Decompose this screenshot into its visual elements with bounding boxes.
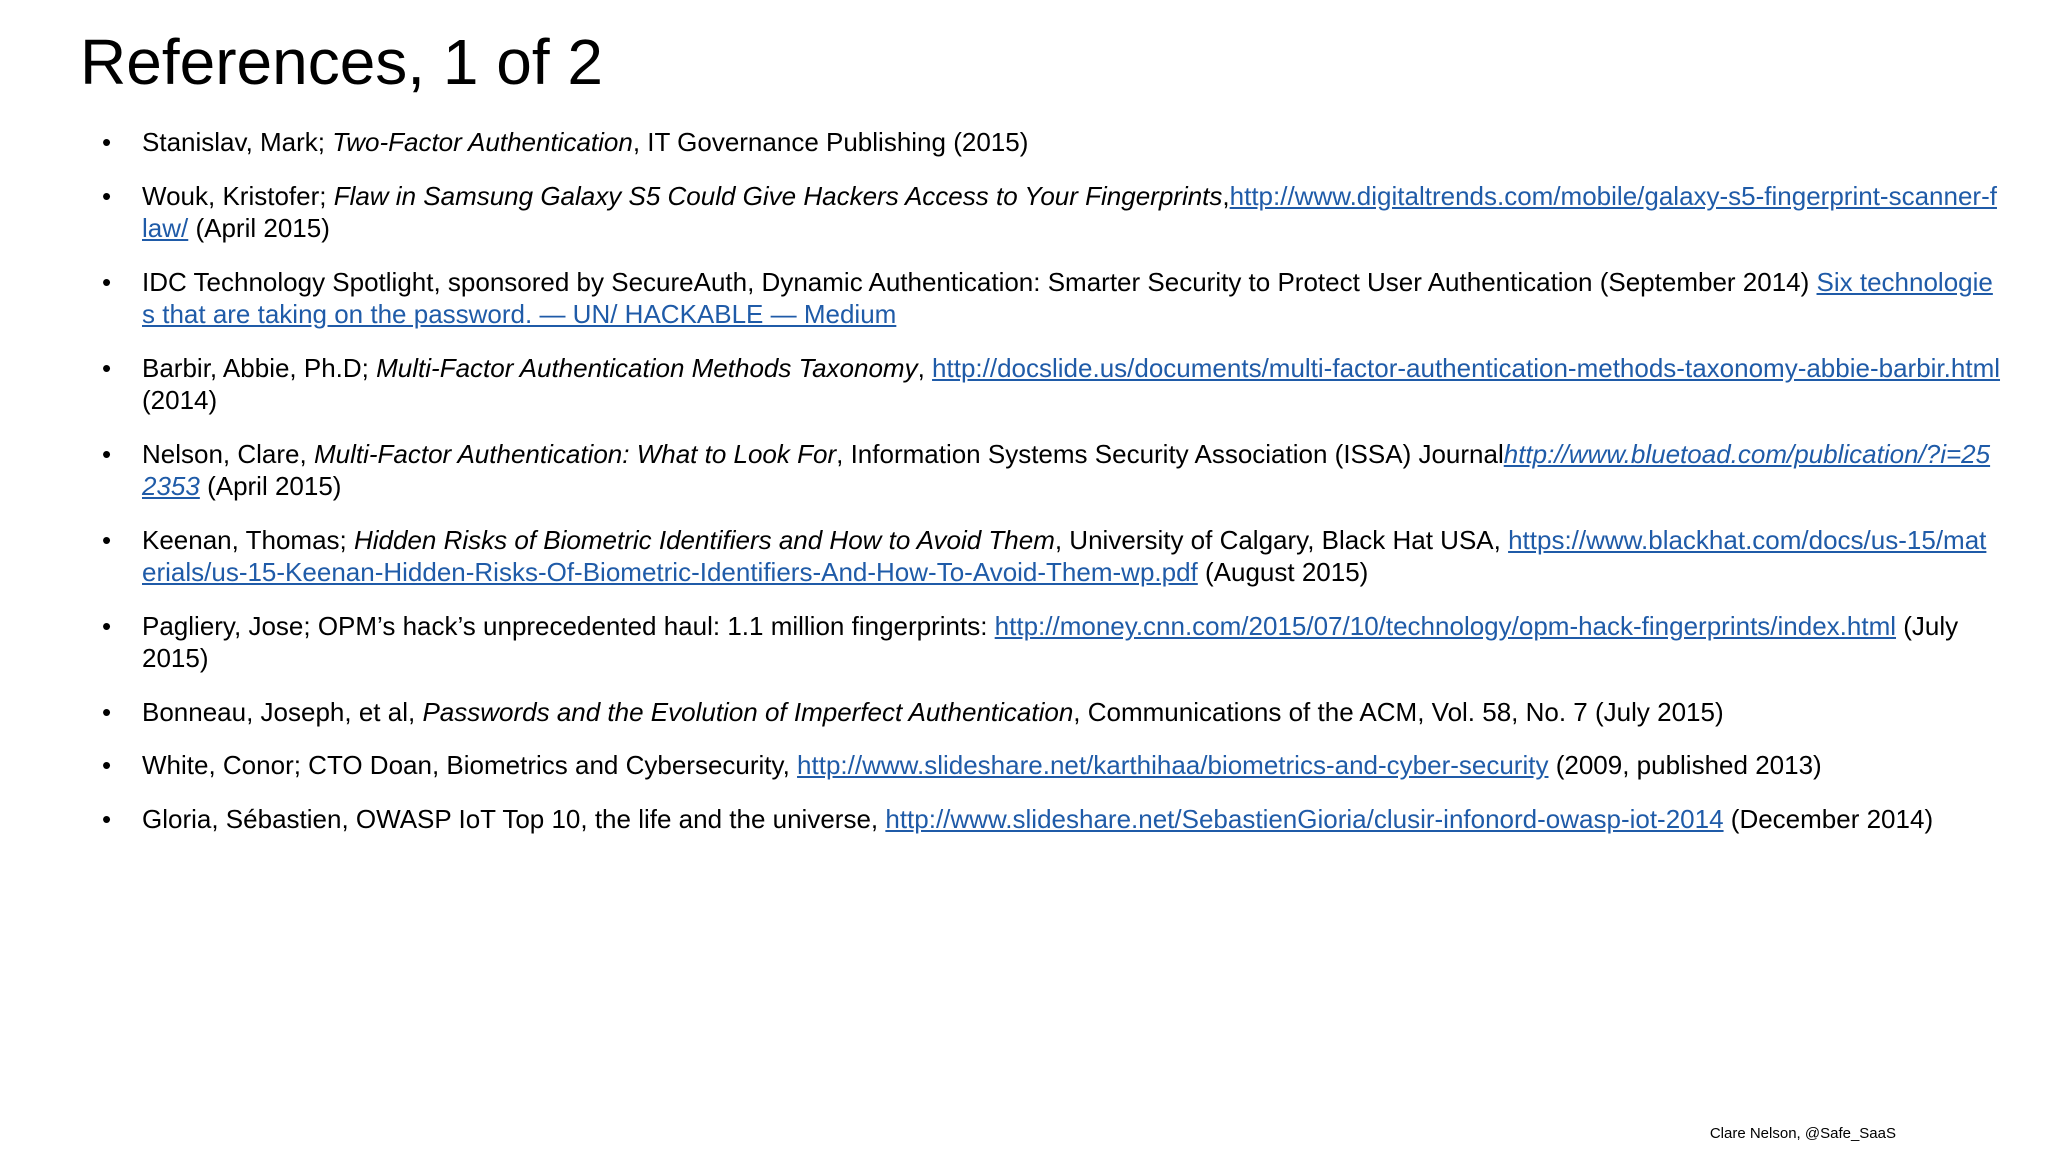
reference-item [100,524,2000,589]
reference-text: Keenan, Thomas; [142,524,354,555]
reference-text: Stanislav, Mark; [142,127,333,157]
bullet-icon: • [102,696,112,727]
reference-title: Flaw in Samsung Galaxy S5 Could Give Hackers Access to Your Fingerprints [333,180,1223,211]
bullet-icon: • [102,438,112,469]
reference-title: Passwords and the Evolution of Imperfect Authentication [422,696,1074,727]
bullet-icon: • [102,803,112,834]
reference-link[interactable]: http://money.cnn.com/2015/07/10/technology/opm-hack-fingerprints/index.html [994,610,1897,641]
reference-text: Wouk, Kristofer; [142,180,334,211]
reference-link[interactable]: http://docslide.us/documents/multi-factor-authentication-methods-taxonomy-abbie-barbir.html [932,352,2001,383]
reference-item [100,749,2000,782]
reference-item [100,696,2000,729]
reference-text: , [1222,180,1230,211]
reference-text: (December 2014) [1723,803,1934,834]
bullet-icon: • [102,750,112,780]
reference-text: Gloria, Sébastien, OWASP IoT Top 10, the life and the universe, [142,803,886,834]
reference-text: IDC Technology Spotlight, sponsored by SecureAuth, Dynamic Authentication: Smarter Security to Protect User Authentication (September 2014) [142,266,1817,297]
reference-title: Multi-Factor Authentication Methods Taxonomy [376,352,918,383]
reference-text: Bonneau, Joseph, et al, [142,696,423,727]
reference-list [100,126,2000,856]
reference-title: Hidden Risks of Biometric Identifiers and How to Avoid Them [354,524,1055,555]
bullet-icon: • [102,352,112,383]
page-title: References, 1 of 2 [80,26,603,98]
footer-author: Clare Nelson, @Safe_SaaS [1709,1125,1896,1142]
bullet-icon: • [102,180,112,211]
reference-text: (April 2015) [199,471,342,501]
reference-text: , Information Systems Security Association (ISSA) Journal [836,438,1504,469]
reference-text: (2014) [142,385,218,415]
reference-text: (July 2015) [142,610,1959,673]
bullet-icon: • [102,266,112,297]
bullet-icon: • [102,127,112,157]
reference-link[interactable]: http://www.slideshare.net/karthihaa/biometrics-and-cyber-security [797,750,1549,780]
reference-item [100,438,2000,503]
reference-text: White, Conor; CTO Doan, Biometrics and Cybersecurity, [142,750,798,780]
reference-item [100,126,2000,159]
reference-text: Pagliery, Jose; OPM’s hack’s unprecedented haul: 1.1 million fingerprints: [142,610,995,641]
reference-text: (August 2015) [1197,557,1369,587]
reference-text: , University of Calgary, Black Hat USA, [1054,524,1509,555]
reference-link[interactable]: https://www.blackhat.com/docs/us-15/materials/us-15-Keenan-Hidden-Risks-Of-Biometric-Identifiers-And-How-To-Avoid-Them-wp.pdf [142,524,1987,587]
reference-text: (April 2015) [188,213,330,243]
reference-text: , IT Governance Publishing (2015) [632,127,1029,157]
reference-link[interactable]: http://www.slideshare.net/SebastienGioria/clusir-infonord-owasp-iot-2014 [885,803,1724,834]
reference-item [100,180,2000,245]
reference-item [100,610,2000,675]
bullet-icon: • [102,610,112,641]
reference-text: , Communications of the ACM, Vol. 58, No. 7 (July 2015) [1073,696,1724,727]
reference-item [100,266,2000,331]
reference-text: , [917,352,933,383]
reference-link[interactable]: Six technologies that are taking on the password. — UN/ HACKABLE — Medium [142,266,1993,329]
reference-title: Two-Factor Authentication [332,127,633,157]
reference-link[interactable]: http://www.digitaltrends.com/mobile/galaxy-s5-fingerprint-scanner-flaw/ [142,180,1997,243]
reference-item [100,803,2000,836]
reference-title: Multi-Factor Authentication: What to Look For [313,438,837,469]
bullet-icon: • [102,524,112,555]
reference-text: Nelson, Clare, [142,438,314,469]
reference-text: Barbir, Abbie, Ph.D; [142,352,377,383]
reference-text: (2009, published 2013) [1548,750,1822,780]
reference-link[interactable]: http://www.bluetoad.com/publication/?i=252353 [142,438,1991,501]
reference-item [100,352,2000,417]
